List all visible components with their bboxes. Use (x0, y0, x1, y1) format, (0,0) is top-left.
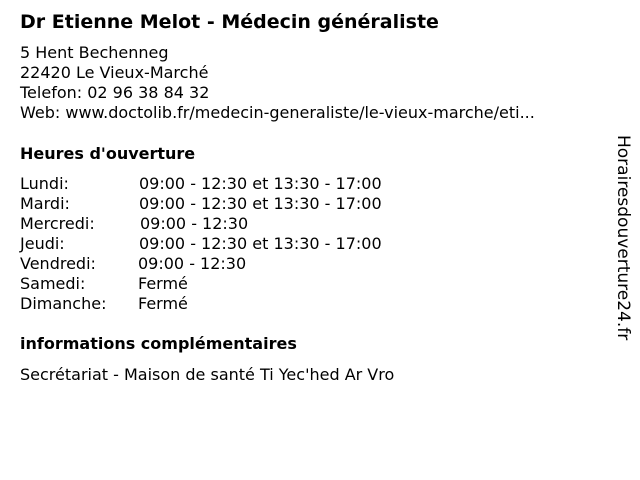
time-value: 09:00 - 12:30 et 13:30 - 17:00 (139, 234, 382, 253)
day-label: Jeudi: (20, 234, 65, 253)
time-value: Fermé (138, 294, 188, 313)
address-block (20, 43, 535, 123)
page-title: Dr Etienne Melot - Médecin généraliste (20, 11, 439, 33)
website-link[interactable]: Web: www.doctolib.fr/medecin-generaliste/le-vieux-marche/eti... (20, 103, 535, 122)
day-label: Mercredi: (20, 214, 95, 233)
phone-number: Telefon: 02 96 38 84 32 (20, 83, 210, 102)
opening-hours-heading: Heures d'ouverture (20, 144, 196, 163)
time-value: 09:00 - 12:30 (138, 254, 247, 273)
time-value: 09:00 - 12:30 et 13:30 - 17:00 (139, 174, 382, 193)
day-label: Vendredi: (20, 254, 96, 273)
time-value: 09:00 - 12:30 et 13:30 - 17:00 (139, 194, 382, 213)
day-label: Lundi: (20, 174, 69, 193)
additional-info-text: Secrétariat - Maison de santé Ti Yec'hed Ar Vro (20, 365, 395, 384)
day-label: Samedi: (20, 274, 86, 293)
time-value: 09:00 - 12:30 (140, 214, 249, 233)
day-label: Mardi: (20, 194, 70, 213)
street-address: 5 Hent Bechenneg (20, 43, 169, 62)
city-address: 22420 Le Vieux-Marché (20, 63, 209, 82)
time-value: Fermé (138, 274, 188, 293)
day-label: Dimanche: (20, 294, 107, 313)
additional-info-heading: informations complémentaires (20, 334, 297, 353)
site-watermark: Horairesdouverture24.fr (613, 135, 633, 341)
